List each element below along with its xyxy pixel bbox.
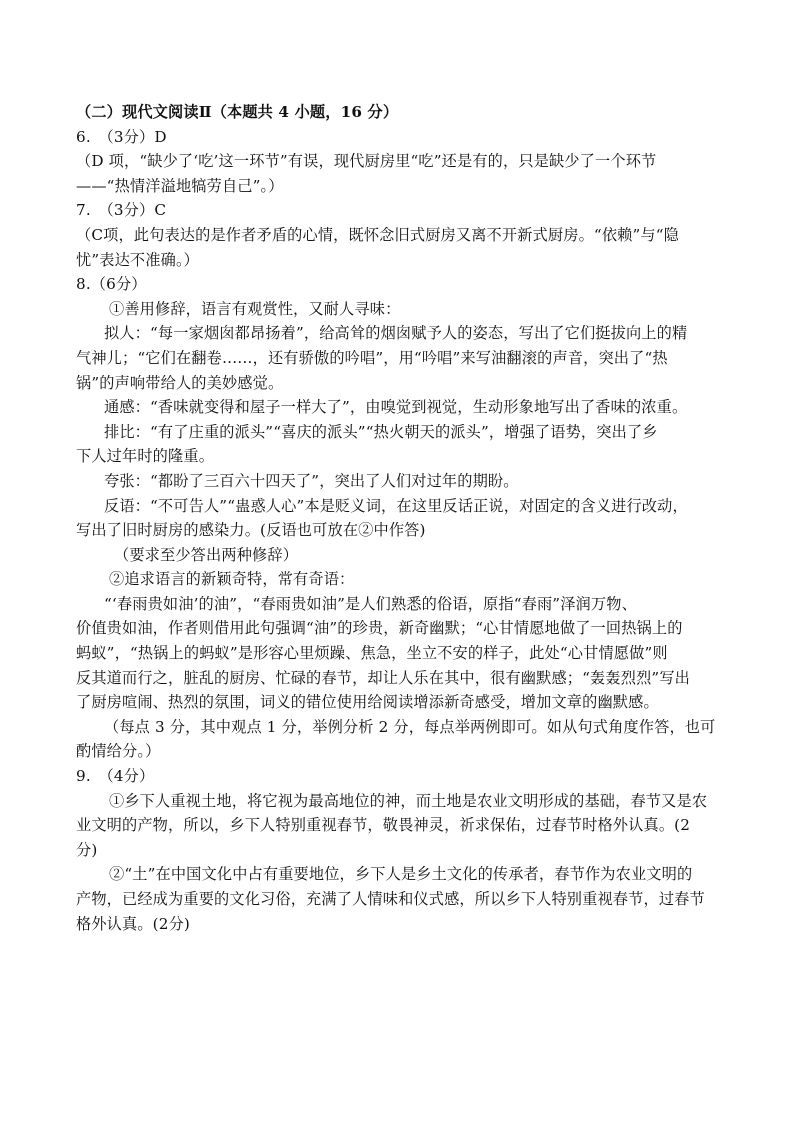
q7-answer: 7. （3分）C (76, 201, 167, 220)
q9-answer: 9. （4分） (76, 767, 155, 786)
q8-point-1: ①善用修辞，语言有观赏性，又耐人寻味： (109, 299, 401, 318)
q8-answer: 8.（6分） (76, 275, 147, 294)
q8-parallelism: 排比：“有了庄重的派头”“喜庆的派头”“热火朝天的派头”，增强了语势，突出了乡 (104, 422, 658, 441)
q8-hyperbole: 夸张：“都盼了三百六十四天了”，突出了人们对过年的期盼。 (104, 471, 519, 490)
q9-point-2: 产物，已经成为重要的文化习俗，充满了人情味和仪式感，所以乡下人特别重视春节，过春节 (76, 890, 705, 908)
q6-explanation: （D 项，“缺少了‘吃’这一环节”有误，现代厨房里“吃”还是有的，只是缺少了一个环节 (76, 152, 657, 171)
q7-explanation: 忧”表达不准确。） (76, 250, 200, 269)
q7-explanation: （C项，此句表达的是作者矛盾的心情，既怀念旧式厨房又离不开新式厨房。“依赖”与“隐 (76, 225, 680, 244)
q9-point-1: 业文明的产物，所以，乡下人特别重视春节，敬畏神灵，祈求保佑，过春节时格外认真。(2 (76, 816, 691, 835)
q8-personification: 锅”的声响带给人的美妙感觉。 (76, 373, 284, 392)
section-title: （二）现代文阅读Ⅱ（本题共 4 小题，16 分） (76, 103, 399, 121)
q8-synesthesia: 通感：“香味就变得和屋子一样大了”，由嗅觉到视觉，生动形象地写出了香味的浓重。 (104, 398, 688, 417)
q8-novel-language: 价值贵如油，作者则借用此句强调“油”的珍贵，新奇幽默；“心甘情愿地做了一回热锅上的 (76, 619, 683, 638)
answer-key-page (76, 100, 731, 936)
q9-point-1: ①乡下人重视土地，将它视为最高地位的神，而土地是农业文明形成的基础，春节又是农 (109, 791, 708, 810)
q8-scoring: 酌情给分。） (76, 742, 161, 761)
q9-point-2: 格外认真。(2分) (76, 914, 190, 933)
q8-irony: 反语：“不可告人”“蛊惑人心”本是贬义词，在这里反话正说，对固定的含义进行改动， (104, 496, 688, 515)
q8-personification: 气神儿；“它们在翻卷……，还有骄傲的吟唱”，用“吟唱”来写油翻滚的声音，突出了“热 (76, 348, 668, 367)
q8-novel-language: 蚂蚁”，“热锅上的蚂蚁”是形容心里烦躁、焦急，坐立不安的样子，此处“心甘情愿做”则 (76, 644, 668, 663)
q8-novel-language: 了厨房喧闹、热烈的氛围，词义的错位使用给阅读增添新奇感受，增加文章的幽默感。 (76, 693, 659, 712)
q9-point-2: ②“土”在中国文化中占有重要地位，乡下人是乡土文化的传承者，春节作为农业文明的 (109, 865, 693, 884)
q9-point-1: 分) (76, 840, 98, 859)
q8-requirement: （要求至少答出两种修辞） (114, 545, 299, 564)
q8-novel-language: 反其道而行之，脏乱的厨房、忙碌的春节，却让人乐在其中，很有幽默感；“轰轰烈烈”写出 (76, 668, 690, 687)
q6-explanation: ——“热情洋溢地犒劳自己”。） (76, 176, 284, 195)
q6-answer: 6. （3分）D (76, 127, 167, 146)
q8-irony: 写出了旧时厨房的感染力。(反语也可放在②中作答) (76, 521, 426, 540)
q8-point-2: ②追求语言的新颖奇特，常有奇语： (109, 570, 355, 589)
q8-scoring: （每点 3 分，其中观点 1 分，举例分析 2 分，每点举两例即可。如从句式角度作答，也可 (104, 717, 716, 736)
q8-personification: 拟人：“每一家烟囱都昂扬着”，给高耸的烟囱赋予人的姿态，写出了它们挺拔向上的精 (104, 324, 688, 343)
q8-parallelism: 下人过年时的隆重。 (76, 447, 215, 466)
q8-novel-language: “‘春雨贵如油’的油”，“春雨贵如油”是人们熟悉的俗语，原指“春雨”泽润万物、 (104, 594, 637, 613)
